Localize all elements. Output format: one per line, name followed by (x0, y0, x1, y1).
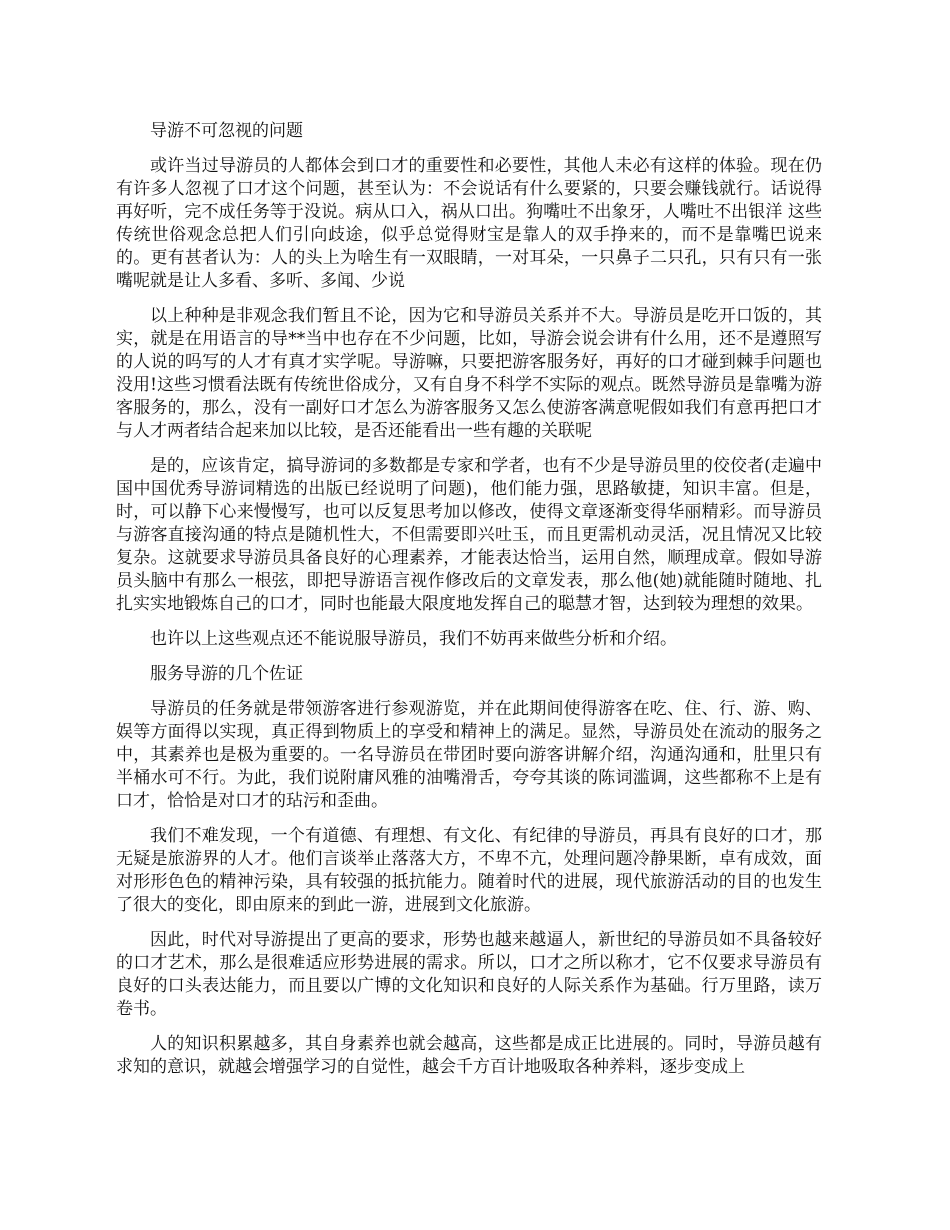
paragraph: 或许当过导游员的人都体会到口才的重要性和必要性，其他人未必有这样的体验。现在仍有许多人忽视了口才这个问题，甚至认为：不会说话有什么要紧的，只要会赚钱就行。话说得再好听，完不成任务等于没说。病从口入，祸从口出。狗嘴吐不出象牙，人嘴吐不出银洋 这些传统世俗观念总把人们引向歧途，似乎总觉得财宝是靠人的双手挣来的，而不是靠嘴巴说来的。更有甚者认为：人的头上为啥生有一双眼睛，一对耳朵，一只鼻子二只孔，只有只有一张嘴呢就是让人多看、多听、多闻、少说 (116, 156, 822, 291)
paragraph: 我们不难发现，一个有道德、有理想、有文化、有纪律的导游员，再具有良好的口才，那无疑是旅游界的人才。他们言谈举止落落大方，不卑不亢，处理问题冷静果断，卓有成效，面对形形色色的精神污染，具有较强的抵抗能力。随着时代的进展，现代旅游活动的目的也发生了很大的变化，即由原来的到此一游，进展到文化旅游。 (116, 826, 822, 915)
section-heading: 服务导游的几个佐证 (150, 664, 303, 684)
paragraph: 因此，时代对导游提出了更高的要求，形势也越来越逼人，新世纪的导游员如不具备较好的口才艺术，那么是很难适应形势进展的需求。所以，口才之所以称才，它不仅要求导游员有良好的口头表达能力，而且要以广博的文化知识和良好的人际关系作为基础。行万里路，读万卷书。 (116, 930, 822, 1019)
paragraph: 是的，应该肯定，搞导游词的多数都是专家和学者，也有不少是导游员里的佼佼者(走遍中国中国优秀导游词精选的出版已经说明了问题)，他们能力强，思路敏捷，知识丰富。但是，时，可以静下心来慢慢写，也可以反复思考加以修改，使得文章逐渐变得华丽精彩。而导游员与游客直接沟通的特点是随机性大，不但需要即兴吐玉，而且更需机动灵活，况且情况又比较复杂。这就要求导游员具备良好的心理素养，才能表达恰当，运用自然，顺理成章。假如导游员头脑中有那么一根弦，即把导游语言视作修改后的文章发表，那么他(她)就能随时随地、扎扎实实地锻炼自己的口才，同时也能最大限度地发挥自己的聪慧才智，达到较为理想的效果。 (116, 456, 822, 614)
section-heading: 导游不可忽视的问题 (150, 121, 303, 141)
paragraph: 导游员的任务就是带领游客进行参观游览，并在此期间使得游客在吃、住、行、游、购、娱等方面得以实现，真正得到物质上的享受和精神上的满足。显然，导游员处在流动的服务之中，其素养也是极为重要的。一名导游员在带团时要向游客讲解介绍，沟通沟通和，肚里只有半桶水可不行。为此，我们说附庸风雅的油嘴滑舌，夸夸其谈的陈词滥调，这些都称不上是有口才，恰恰是对口才的玷污和歪曲。 (116, 699, 822, 811)
paragraph: 也许以上这些观点还不能说服导游员，我们不妨再来做些分析和介绍。 (150, 629, 677, 649)
paragraph: 人的知识积累越多，其自身素养也就会越高，这些都是成正比进展的。同时，导游员越有求知的意识，就越会增强学习的自觉性，越会千方百计地吸取各种养料，逐步变成上 (116, 1034, 822, 1077)
paragraph: 以上种种是非观念我们暂且不论，因为它和导游员关系并不大。导游员是吃开口饭的，其实，就是在用语言的导**当中也存在不少问题，比如，导游会说会讲有什么用，还不是遵照写的人说的吗写的人才有真才实学呢。导游嘛，只要把游客服务好，再好的口才碰到棘手问题也没用!这些习惯看法既有传统世俗成分，又有自身不科学不实际的观点。既然导游员是靠嘴为游客服务的，那么，没有一副好口才怎么为游客服务又怎么使游客满意呢假如我们有意再把口才与人才两者结合起来加以比较，是否还能看出一些有趣的关联呢 (116, 306, 822, 441)
